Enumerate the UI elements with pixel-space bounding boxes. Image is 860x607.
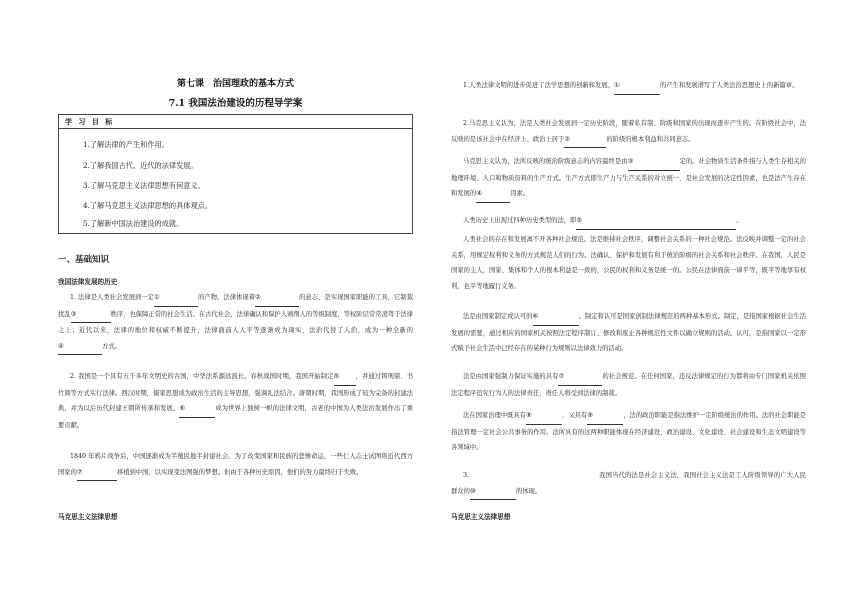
lesson-title: 第七课 治国理政的基本方式	[176, 79, 294, 89]
blank-r10: ⑩	[470, 484, 516, 501]
objective-item: 5.了解新中国法治建设的成就。	[83, 219, 184, 228]
objective-item: 1.了解法律的产生和作用。	[83, 140, 169, 149]
paragraph-r6: 法是由国家制定或认可的⑥ 。制定和认可是国家创制法律规范的两种基本形式。制定，是指国家根据社会生活发展的需要，通过相应的国家机关按照法定程序制订、修改和废止各种规范性文件以确立规则的活动。认可，是指国家以一定形式赋予社会生活中已经存在的某种行为规则以法律效力的活动。	[451, 309, 806, 357]
paragraph-2: 2. 我国是一个具有五千多年文明史的古国，中华法系源远流长。春秋战国时期，我国开始制定⑤ ，并通过铸刑鼎、书竹简等方式实行法律。西汉时期，儒家思想成为政治生活的主导思想，强调礼法结合。唐朝时期，我国形成了较为完备的封建法典，并为以后历代封建王朝所传承和发展。⑥ 成为世界上独树一帜的法律文明，古老的中国为人类法治发展作出了重要贡献。	[58, 369, 413, 433]
paragraph-3: 1840 年鸦片战争后，中国逐渐成为半殖民地半封建社会。为了改变国家和民族的悲惨命运，一些仁人志士试图将近代西方国家的⑦ 移植到中国，以实现变法图强的梦想。但由于各种历史原因，他们的努力最终归于失败。	[58, 449, 413, 481]
objectives-box	[58, 114, 413, 234]
blank-r2: ②	[564, 132, 606, 149]
blank-r7: ⑦	[558, 369, 602, 386]
paragraph-r9: 3. 我国当代的法是社会主义法，我国社会主义法是工人阶级领导的广大人民群众的⑩ 的体现。	[451, 468, 806, 500]
history-heading: 我国法律发展的历史	[58, 278, 118, 286]
paragraph-r5: 人类社会的存在和发展离不开各种社会规范。法是维持社会秩序，调整社会关系的一种社会规范。法反映并调整一定的社会关系，用规定权利和义务的方式规范人们的行为。法确认、保护和发展有利于统治阶级的社会关系和社会秩序。在我国，人民是国家的主人，国家、集体和个人的根本利益是一致的，公民的权利和义务是统一的。公民在法律面前一律平等，既平等地享有权利，也平等地履行义务。	[451, 236, 806, 290]
blank-r8: ⑧	[526, 408, 562, 425]
blank-r4: ④	[476, 186, 510, 203]
blank-4: ④	[58, 339, 102, 356]
paragraph-r2: 2.马克思主义认为，法是人类社会发展到一定历史阶段，随着私有制、阶级和国家的出现而逐步产生的。在阶级社会中，法反映的是该社会中在经济上、政治上居于② 的阶级的根本利益和共同意志。	[451, 116, 806, 148]
basics-heading: 一、基础知识	[58, 255, 110, 265]
objective-item: 2.了解我国古代、近代的法律发展。	[83, 161, 198, 170]
marx-heading-left: 马克思主义法律思想	[58, 513, 118, 521]
paragraph-r8: 法在国家治理中既具有⑧ ，又具有⑨ ，法的政治职能是指法维护一定阶级统治的作用。法的社会职能是指法管理一定社会公共事务的作用。法所具有的这两种职能体现在经济建设、政治建设、文化建设、社会建设和生态文明建设等各领域中。	[451, 408, 806, 456]
blank-r9: ⑨	[587, 408, 623, 425]
blank-2: ②	[255, 290, 299, 307]
objective-item: 4.了解马克思主义法律思想的具体观点。	[83, 201, 213, 210]
blank-r3: ③	[628, 154, 680, 171]
blank-r6: ⑥	[533, 309, 579, 326]
section-title: 7.1 我国法治建设的历程导学案	[168, 98, 303, 109]
paragraph-r4: 人类历史上出现过四种历史类型的法，即⑤ 。	[451, 213, 806, 230]
objective-item: 3.了解马克思主义法律思想有何意义。	[83, 181, 205, 190]
paragraph-r1: 1.人类法律文明的进步促进了法学思想的创新和发展。① 的产生和发展谱写了人类法治思想史上的新篇章。	[451, 78, 806, 95]
blank-r5: ⑤	[576, 213, 736, 230]
paragraph-1: 1. 法律是人类社会发展到一定① 的产物。法律体现着② 的意志，是实现国家职能的工具，它制裁扰乱③ 秩序，也保障正常的社会生活。在古代社会，法律确认和保护人剥削人的等级制度，等权阶层常常凌驾于法律之上；近代以来，法律的地位和权威不断提升，法律面前人人平等逐渐成为现实，法治代替了人治，成为一种全新的④ 方式。	[58, 290, 413, 355]
objectives-header: 学 习 目 标	[59, 115, 412, 129]
blank-6: ⑥	[179, 401, 215, 418]
paragraph-r7: 法是由国家强制力保证实施的具有⑦ 的社会规范。在任何国家，违反法律规定的行为都将由专门国家机关依照法定程序追究行为人的法律责任，责任人将受到法律的制裁。	[451, 369, 806, 401]
marx-heading-right: 马克思主义法律思想	[451, 513, 511, 521]
blank-7: ⑦	[77, 465, 117, 482]
blank-5: ⑤	[334, 369, 356, 386]
paragraph-r3: 马克思主义认为，法所反映的统治阶级意志的内容最终是由③ 定的。社会物质生活条件指与人类生存相关的地理环境、人口和物质资料的生产方式。生产方式即生产力与生产关系的对立统一，是社会发展的决定性因素，也是法产生存在和发展的④ 因素。	[451, 154, 806, 203]
blank-r1: ①	[614, 78, 660, 95]
blank-3: ③	[71, 307, 111, 324]
blank-1: ①	[154, 290, 198, 307]
